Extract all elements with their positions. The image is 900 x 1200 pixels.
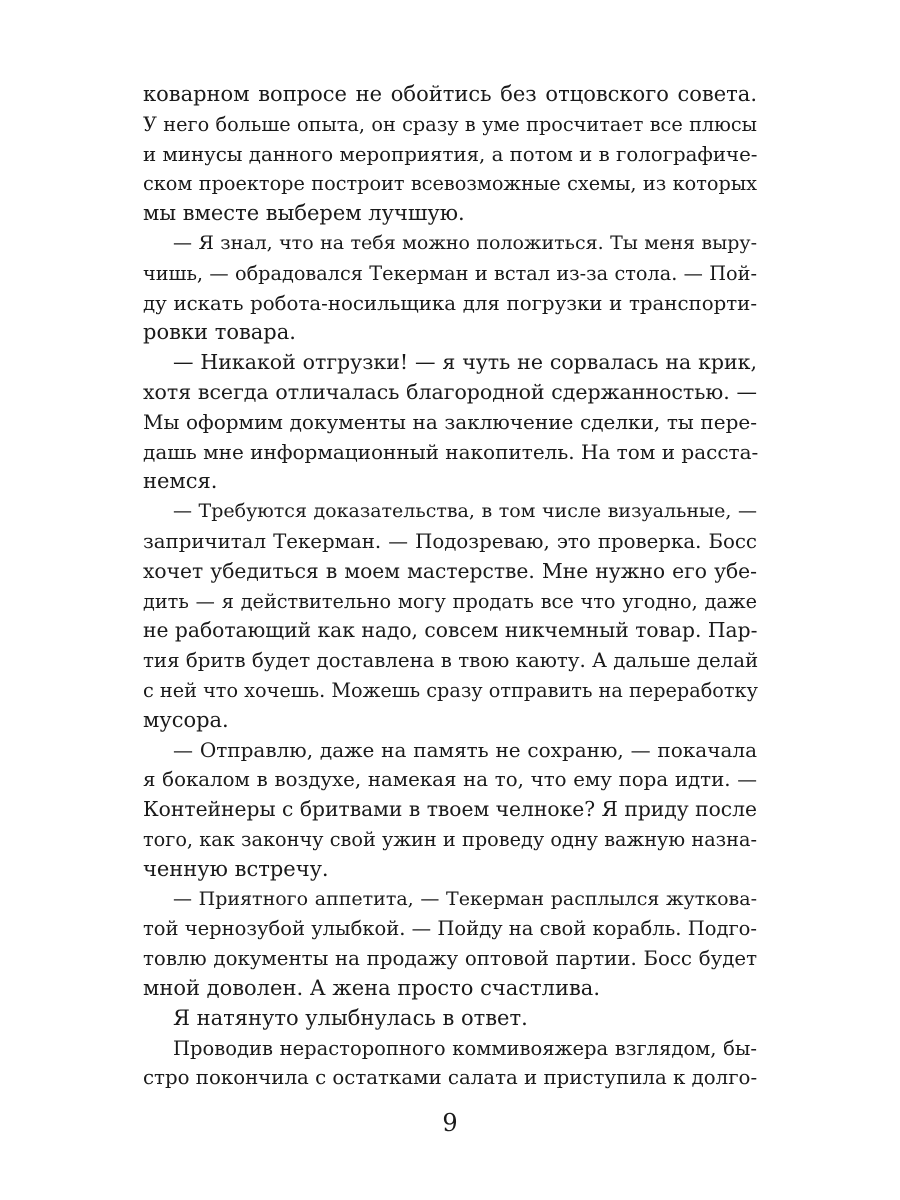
text-line: ском проекторе построит всевозможные схемы, из которых <box>143 172 757 196</box>
text-line: товлю документы на продажу оптовой партии. Босс будет <box>143 947 757 971</box>
text-line: хочет убедиться в моем мастерстве. Мне нужно его убе- <box>143 558 757 583</box>
text-line: — Я знал, что на тебя можно положиться. Ты меня выру- <box>173 231 757 254</box>
text-line: того, как закончу свой ужин и проведу одну важную назна- <box>143 827 757 851</box>
text-line: ровки товара. <box>143 320 296 345</box>
text-line: и минусы данного мероприятия, а потом и в голографиче- <box>143 142 758 166</box>
text-line: дить — я действительно могу продать все что угодно, даже <box>143 589 757 613</box>
text-line: с ней что хочешь. Можешь сразу отправить на переработку <box>143 678 758 702</box>
page-number: 9 <box>442 1109 458 1137</box>
text-line: той чернозубой улыбкой. — Пойду на свой корабль. Подго- <box>143 917 757 941</box>
text-line: — Никакой отгрузки! — я чуть не сорвалась на крик, <box>173 350 757 375</box>
text-line: — Приятного аппетита, — Текерман расплылся жуткова- <box>173 887 757 910</box>
text-line: Проводив нерасторопного коммивояжера взглядом, бы- <box>173 1036 757 1060</box>
text-line: У него больше опыта, он сразу в уме просчитает все плюсы <box>143 112 757 136</box>
text-line: ченную встречу. <box>143 856 329 881</box>
text-line: ду искать робота-носильщика для погрузки и транспорти- <box>143 291 757 315</box>
text-line: я бокалом в воздухе, намекая на то, что ему пора идти. — <box>143 768 757 792</box>
text-line: хотя всегда отличалась благородной сдержанностью. — <box>143 379 757 404</box>
text-line: стро покончила с остатками салата и приступила к долго- <box>143 1066 758 1090</box>
text-line: Мы оформим документы на заключение сделки, ты пере- <box>143 409 757 434</box>
text-line: — Отправлю, даже на память не сохраню, — покачала <box>173 737 757 762</box>
text-line: Я натянуто улыбнулась в ответ. <box>173 1005 528 1030</box>
text-line: запричитал Текерман. — Подозреваю, это проверка. Босс <box>143 529 757 553</box>
text-line: не работающий как надо, совсем никчемный товар. Пар- <box>143 618 758 643</box>
text-line: чишь, — обрадовался Текерман и встал из-за стола. — Пой- <box>143 261 757 285</box>
text-line: дашь мне информационный накопитель. На том и расста- <box>143 439 759 464</box>
text-line: тия бритв будет доставлена в твою каюту. А дальше делай <box>143 649 759 673</box>
text-line: мы вместе выберем лучшую. <box>143 201 465 226</box>
text-line: коварном вопросе не обойтись без отцовского совета. <box>143 82 757 106</box>
page-text <box>143 80 757 1093</box>
text-line: — Требуются доказательства, в том числе визуальные, — <box>173 500 757 523</box>
text-line: мной доволен. А жена просто счастлива. <box>143 975 600 1000</box>
text-line: немся. <box>143 469 218 494</box>
text-line: Контейнеры с бритвами в твоем челноке? Я приду после <box>143 797 757 822</box>
text-line: мусора. <box>143 707 229 732</box>
